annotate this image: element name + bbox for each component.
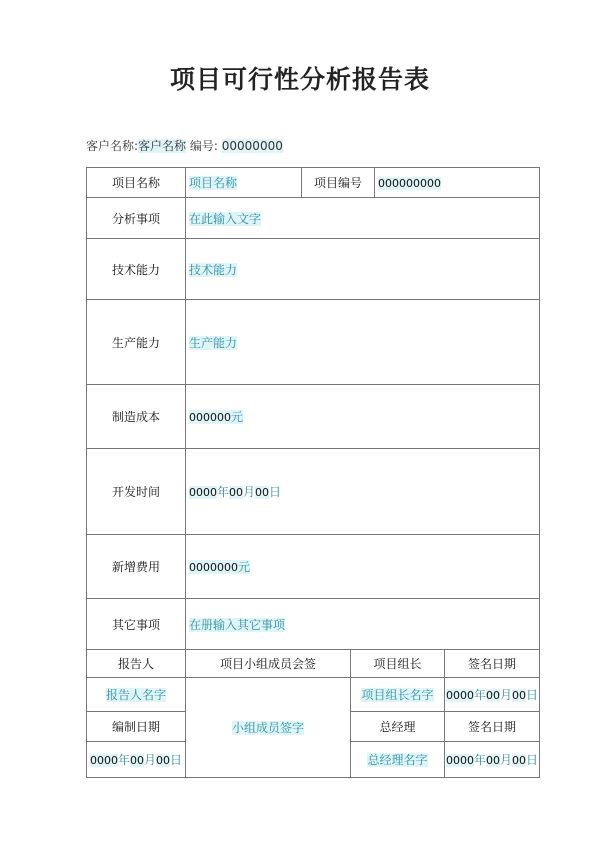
leader-date-month-unit: 月 — [499, 688, 512, 702]
group-sign-field[interactable]: 小组成员签字 — [231, 721, 304, 735]
reporter-label: 报告人 — [87, 650, 186, 678]
tech-capability-field[interactable]: 技术能力 — [189, 263, 238, 277]
reporter-field[interactable]: 报告人名字 — [105, 688, 166, 702]
project-no-field[interactable]: 000000000 — [378, 176, 441, 190]
dev-year[interactable]: 0000 — [189, 486, 217, 499]
gm-date-cell[interactable] — [445, 742, 540, 778]
compile-date-label: 编制日期 — [87, 712, 186, 742]
new-cost-field[interactable] — [189, 560, 250, 574]
gm-date-month[interactable]: 00 — [485, 754, 500, 767]
project-name-label: 项目名称 — [87, 168, 186, 198]
sign-date-label-2: 签名日期 — [445, 712, 540, 742]
production-capability-label: 生产能力 — [87, 300, 186, 385]
project-name-cell[interactable] — [186, 168, 302, 198]
project-no-label: 项目编号 — [302, 168, 375, 198]
group-sign-label: 项目小组成员会签 — [186, 650, 351, 678]
tech-capability-label: 技术能力 — [87, 239, 186, 300]
gm-field[interactable]: 总经理名字 — [367, 753, 428, 767]
production-capability-field[interactable]: 生产能力 — [189, 336, 238, 350]
project-no-cell[interactable] — [375, 168, 540, 198]
new-cost-cell[interactable] — [186, 535, 540, 599]
compile-date-day[interactable]: 00 — [156, 754, 170, 767]
gm-label: 总经理 — [351, 712, 445, 742]
table-row — [87, 300, 540, 385]
compile-date-year[interactable]: 0000 — [89, 754, 118, 767]
manufacturing-cost-label: 制造成本 — [87, 385, 186, 449]
gm-date-day-unit: 日 — [526, 753, 539, 767]
analysis-label: 分析事项 — [87, 198, 186, 239]
dev-year-unit: 年 — [217, 485, 230, 499]
compile-date-cell[interactable] — [87, 742, 186, 778]
new-cost-unit: 元 — [238, 560, 251, 574]
cost-number: 000000 — [189, 411, 231, 424]
cost-unit: 元 — [231, 410, 244, 424]
dev-time-cell[interactable] — [186, 449, 540, 535]
project-name-field[interactable]: 项目名称 — [189, 176, 238, 190]
dev-day[interactable]: 00 — [255, 486, 270, 499]
leader-date-day[interactable]: 00 — [512, 689, 526, 702]
dev-month-unit: 月 — [243, 485, 256, 499]
client-name-field[interactable]: 客户名称 — [138, 139, 187, 153]
number-field[interactable]: 00000000 — [221, 139, 283, 153]
leader-label: 项目组长 — [351, 650, 445, 678]
table-row — [87, 168, 540, 198]
table-row — [87, 535, 540, 599]
table-row — [87, 239, 540, 300]
new-cost-label: 新增费用 — [87, 535, 186, 599]
analysis-field[interactable]: 在此输入文字 — [189, 211, 262, 226]
production-capability-cell[interactable] — [186, 300, 540, 385]
client-name-label: 客户名称: — [86, 139, 139, 153]
page-title: 项目可行性分析报告表 — [169, 65, 430, 94]
new-cost-number: 0000000 — [189, 561, 238, 574]
dev-month[interactable]: 00 — [229, 486, 244, 499]
leader-date-month[interactable]: 00 — [485, 689, 500, 702]
dev-time-label: 开发时间 — [87, 449, 186, 535]
feasibility-table — [86, 167, 540, 650]
gm-date-month-unit: 月 — [499, 753, 512, 767]
number-label: 编号: — [189, 139, 218, 153]
leader-date-year[interactable]: 0000 — [445, 689, 474, 702]
table-row — [87, 678, 540, 712]
leader-date-year-unit: 年 — [473, 688, 486, 702]
client-meta-line — [86, 137, 283, 154]
compile-date-year-unit: 年 — [117, 753, 130, 767]
compile-date-day-unit: 日 — [170, 753, 183, 767]
leader-date-cell[interactable] — [445, 678, 540, 712]
gm-date-day[interactable]: 00 — [512, 754, 526, 767]
leader-field[interactable]: 项目组长名字 — [361, 688, 434, 702]
manufacturing-cost-field[interactable] — [189, 410, 243, 424]
leader-date-day-unit: 日 — [526, 688, 539, 702]
table-row — [87, 599, 540, 650]
group-sign-cell[interactable] — [186, 678, 351, 778]
table-row — [87, 650, 540, 678]
other-items-field[interactable]: 在册输入其它事项 — [189, 617, 286, 632]
sign-date-label: 签名日期 — [445, 650, 540, 678]
gm-date-year[interactable]: 0000 — [445, 754, 474, 767]
signature-table — [86, 649, 540, 778]
reporter-cell[interactable] — [87, 678, 186, 712]
gm-cell[interactable] — [351, 742, 445, 778]
gm-date-year-unit: 年 — [473, 753, 486, 767]
compile-date-month-unit: 月 — [143, 753, 156, 767]
tech-capability-cell[interactable] — [186, 239, 540, 300]
analysis-cell[interactable] — [186, 198, 540, 239]
manufacturing-cost-cell[interactable] — [186, 385, 540, 449]
table-row — [87, 198, 540, 239]
table-row — [87, 449, 540, 535]
other-items-label: 其它事项 — [87, 599, 186, 650]
leader-cell[interactable] — [351, 678, 445, 712]
dev-day-unit: 日 — [269, 485, 282, 499]
table-row — [87, 385, 540, 449]
other-items-cell[interactable] — [186, 599, 540, 650]
compile-date-month[interactable]: 00 — [129, 754, 144, 767]
